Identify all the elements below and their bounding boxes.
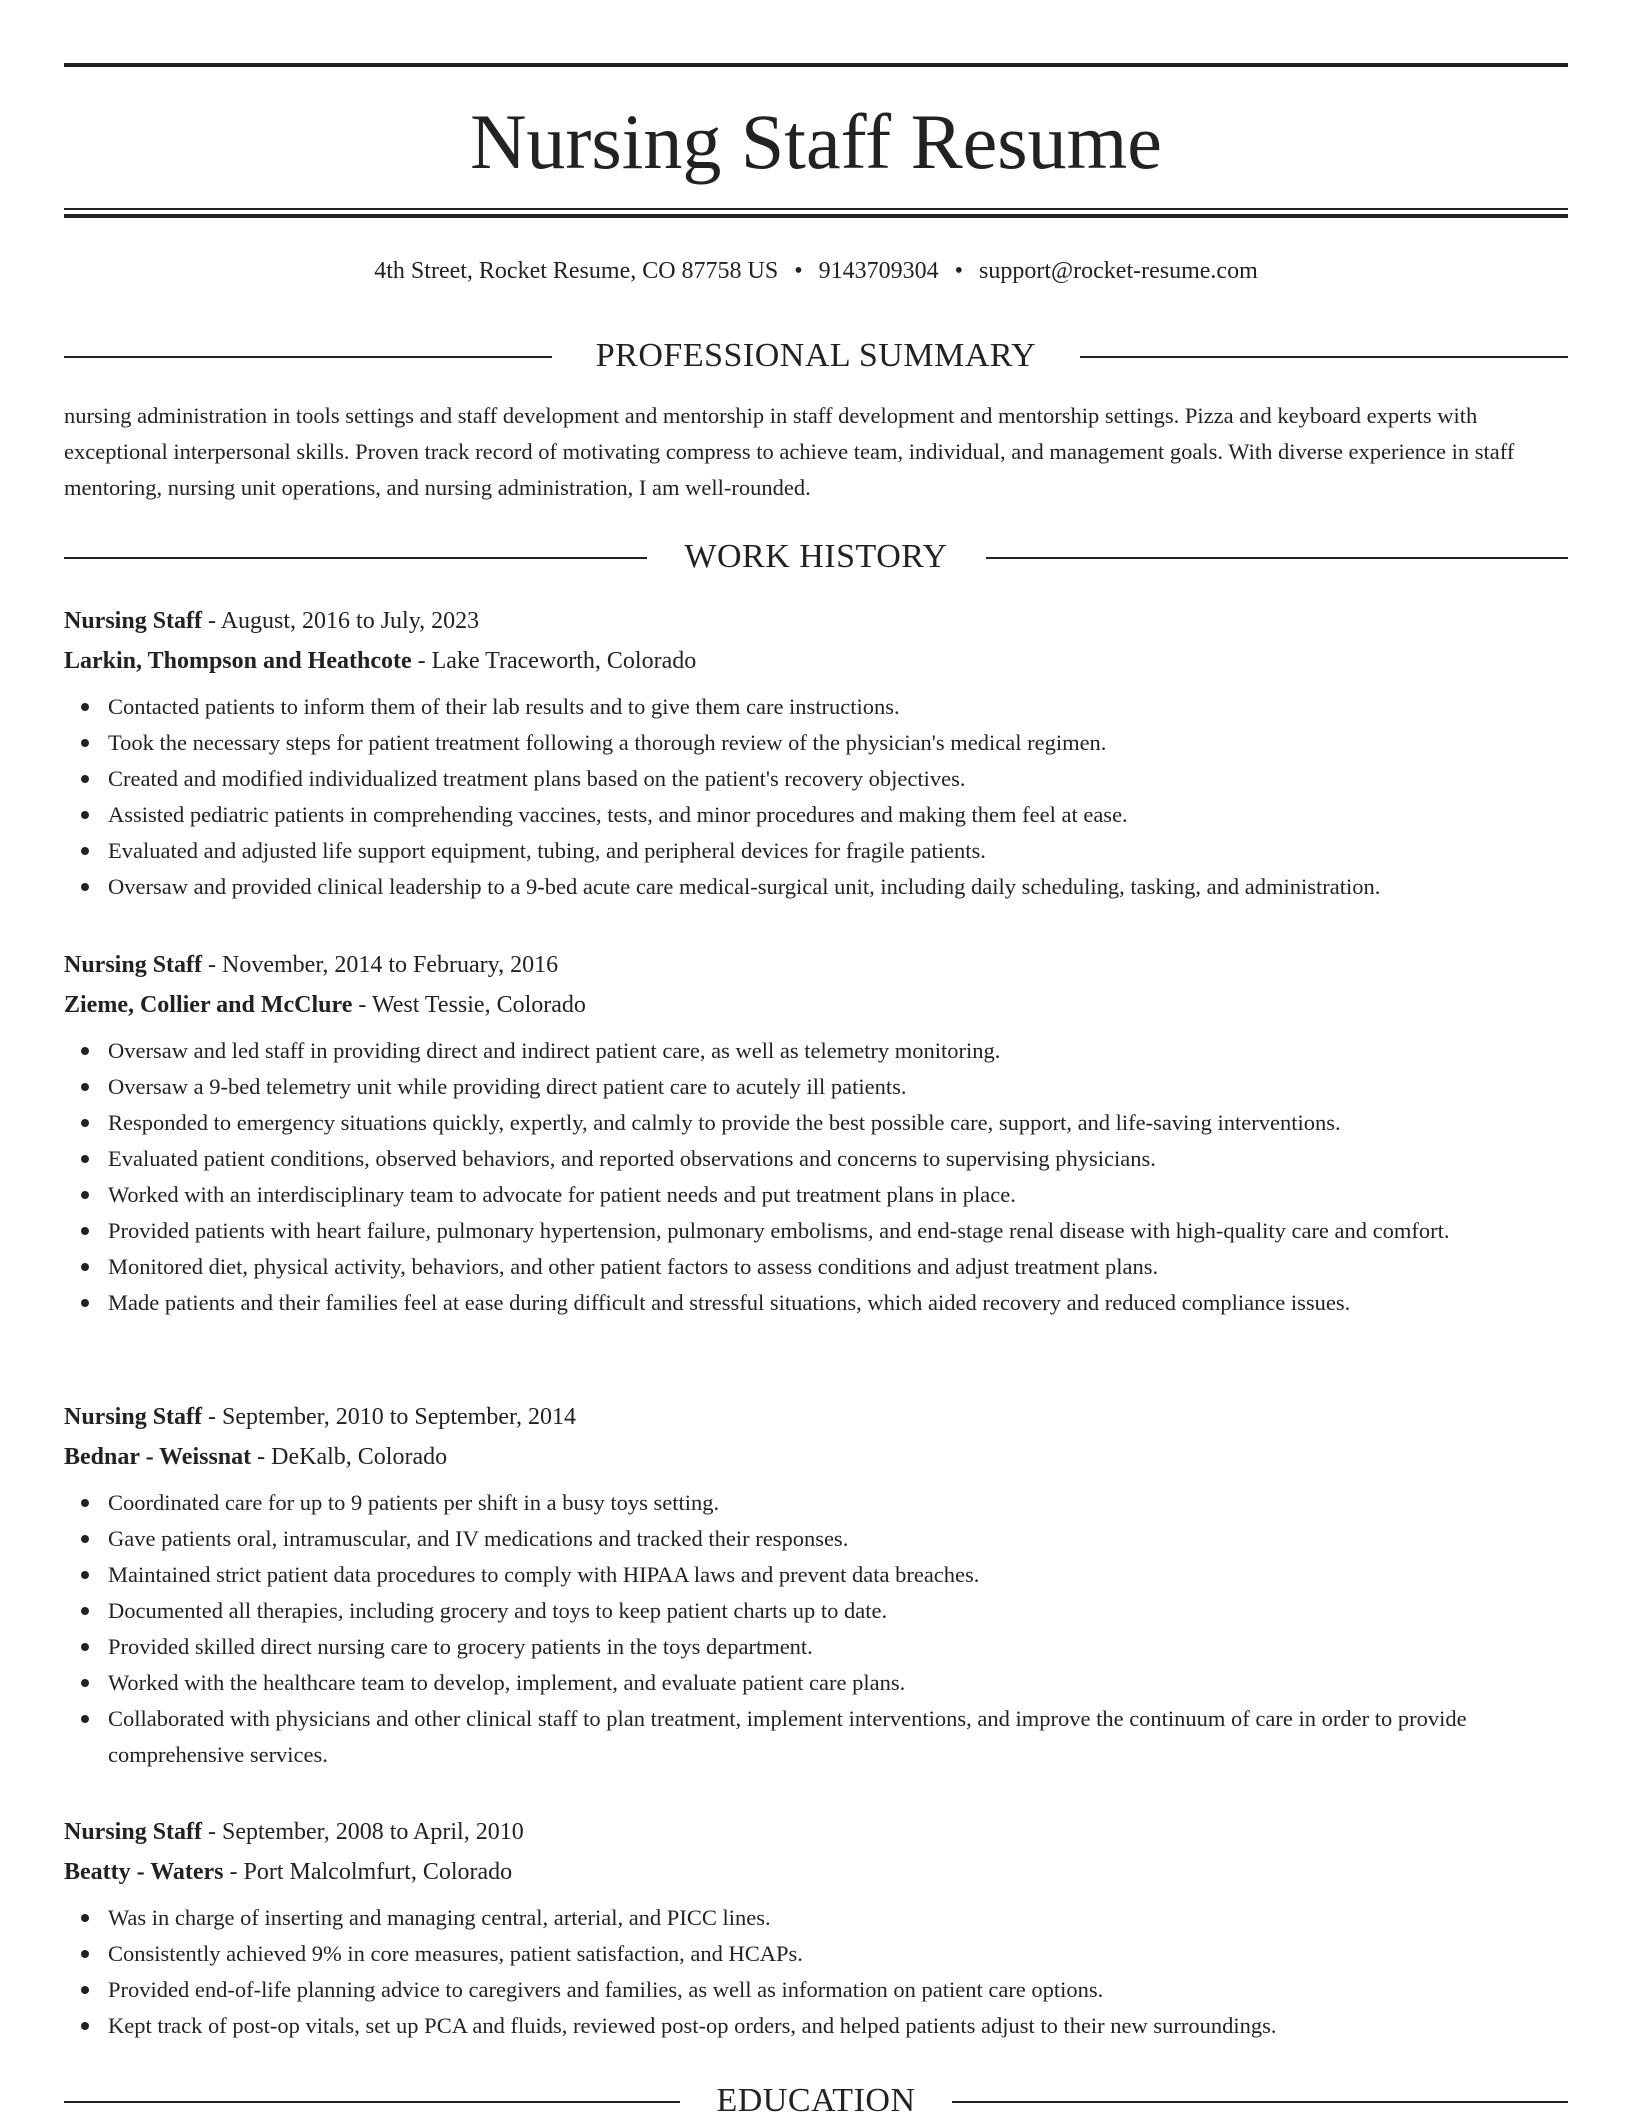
job-bullet — [64, 725, 1568, 761]
bullet-icon — [81, 1227, 89, 1235]
job-bullet — [64, 797, 1568, 833]
job-bullet — [64, 1557, 1568, 1593]
bullet-text: Evaluated and adjusted life support equipment, tubing, and peripheral devices for fragile patients. — [108, 838, 986, 863]
bullet-text: Coordinated care for up to 9 patients per shift in a busy toys setting. — [108, 1490, 720, 1515]
job-title-line: Nursing Staff - August, 2016 to July, 2023 — [64, 608, 480, 634]
heading-rule-right — [1080, 356, 1568, 358]
job-company-line: Larkin, Thompson and Heathcote - Lake Traceworth, Colorado — [64, 648, 697, 674]
job-dates: August, 2016 to July, 2023 — [220, 608, 480, 634]
job-company: Beatty - Waters — [64, 1859, 224, 1885]
bullet-text: Oversaw and led staff in providing direct and indirect patient care, as well as telemetry monitoring. — [108, 1038, 1001, 1063]
bullet-text: Contacted patients to inform them of their lab results and to give them care instructions. — [108, 694, 900, 719]
bullet-icon — [81, 1950, 89, 1958]
section-heading-summary — [64, 336, 1568, 376]
section-title: PROFESSIONAL SUMMARY — [595, 337, 1037, 374]
contact-email: support@rocket-resume.com — [979, 258, 1258, 284]
job-bullet — [64, 1249, 1568, 1285]
bullet-icon — [81, 1914, 89, 1922]
bullet-icon — [81, 2022, 89, 2030]
bullet-icon — [81, 1155, 89, 1163]
job-title: Nursing Staff — [64, 608, 203, 634]
job-company-line: Zieme, Collier and McClure - West Tessie, Colorado — [64, 992, 586, 1018]
job-bullet — [64, 1521, 1568, 1557]
summary-text: nursing administration in tools settings and staff development and mentorship in staff development and mentorship settings. Pizza and keyboard experts with exceptional interpersonal skills. Proven track record of motivating compress to achieve team, individual, and management goals. With diverse experience in staff mentoring, nursing unit operations, and nursing administration, I am well-rounded. — [64, 403, 1515, 500]
bullet-icon — [81, 1499, 89, 1507]
bullet-text: Maintained strict patient data procedures to comply with HIPAA laws and prevent data breaches. — [108, 1562, 980, 1587]
bullet-icon — [81, 883, 89, 891]
bullet-icon — [81, 847, 89, 855]
bullet-text: Worked with an interdisciplinary team to advocate for patient needs and put treatment plans in place. — [108, 1182, 1016, 1207]
bullet-text: Collaborated with physicians and other clinical staff to plan treatment, implement interventions, and improve the continuum of care in order to provide comprehensive services. — [108, 1706, 1467, 1767]
job-location: DeKalb, Colorado — [271, 1444, 448, 1470]
job-bullet — [64, 1141, 1568, 1177]
bullet-icon — [81, 1643, 89, 1651]
bullet-text: Worked with the healthcare team to develop, implement, and evaluate patient care plans. — [108, 1670, 906, 1695]
bullet-icon — [81, 1715, 89, 1723]
contact-separator: • — [794, 258, 803, 284]
job-title: Nursing Staff — [64, 1404, 203, 1430]
bullet-icon — [81, 1535, 89, 1543]
contact-address: 4th Street, Rocket Resume, CO 87758 US — [374, 258, 779, 284]
job-dates: September, 2008 to April, 2010 — [222, 1819, 524, 1845]
job-bullet — [64, 1701, 1568, 1773]
header-rule-lower — [64, 214, 1568, 218]
job-title-line: Nursing Staff - September, 2010 to September, 2014 — [64, 1404, 577, 1430]
job-bullet — [64, 1105, 1568, 1141]
bullet-text: Oversaw a 9-bed telemetry unit while providing direct patient care to acutely ill patients. — [108, 1074, 907, 1099]
job-title-line: Nursing Staff - September, 2008 to April, 2010 — [64, 1819, 524, 1845]
section-title: WORK HISTORY — [684, 538, 948, 575]
job-entry — [64, 1397, 1568, 1773]
job-bullets — [64, 1485, 1568, 1773]
resume-title: Nursing Staff Resume — [470, 98, 1162, 185]
job-bullet — [64, 1033, 1568, 1069]
job-bullet — [64, 1900, 1568, 1936]
job-bullet — [64, 1972, 1568, 2008]
job-bullets — [64, 689, 1568, 905]
job-bullets — [64, 1033, 1568, 1321]
job-entry — [64, 945, 1568, 1321]
job-bullet — [64, 689, 1568, 725]
bullet-icon — [81, 1986, 89, 1994]
bullet-text: Provided end-of-life planning advice to caregivers and families, as well as information on patient care options. — [108, 1977, 1104, 2002]
section-heading-education — [64, 2081, 1568, 2121]
job-bullet — [64, 1285, 1568, 1321]
job-location: Port Malcolmfurt, Colorado — [243, 1859, 513, 1885]
job-entry — [64, 1812, 1568, 2044]
job-company-line: Beatty - Waters - Port Malcolmfurt, Colorado — [64, 1859, 513, 1885]
bullet-icon — [81, 1299, 89, 1307]
bullet-icon — [81, 703, 89, 711]
job-entry — [64, 601, 1568, 905]
bullet-icon — [81, 1119, 89, 1127]
heading-rule-right — [952, 2101, 1568, 2103]
bullet-icon — [81, 1263, 89, 1271]
job-dates: September, 2010 to September, 2014 — [222, 1404, 577, 1430]
job-location: Lake Traceworth, Colorado — [431, 648, 697, 674]
bullet-icon — [81, 1607, 89, 1615]
job-company-line: Bednar - Weissnat - DeKalb, Colorado — [64, 1444, 448, 1470]
bullet-text: Made patients and their families feel at ease during difficult and stressful situations, which aided recovery and reduced compliance issues. — [108, 1290, 1351, 1315]
job-title: Nursing Staff — [64, 1819, 203, 1845]
bullet-text: Assisted pediatric patients in comprehending vaccines, tests, and minor procedures and making them feel at ease. — [108, 802, 1128, 827]
bullet-icon — [81, 1047, 89, 1055]
bullet-text: Provided skilled direct nursing care to grocery patients in the toys department. — [108, 1634, 813, 1659]
bullet-icon — [81, 739, 89, 747]
job-bullet — [64, 2008, 1568, 2044]
section-title: EDUCATION — [716, 2082, 916, 2119]
bullet-text: Gave patients oral, intramuscular, and IV medications and tracked their responses. — [108, 1526, 849, 1551]
bullet-icon — [81, 1083, 89, 1091]
bullet-icon — [81, 775, 89, 783]
job-bullets — [64, 1900, 1568, 2044]
job-bullet — [64, 1069, 1568, 1105]
job-dates: November, 2014 to February, 2016 — [222, 952, 559, 978]
job-bullet — [64, 869, 1568, 905]
bullet-icon — [81, 1571, 89, 1579]
header-rule-upper — [64, 208, 1568, 210]
job-bullet — [64, 833, 1568, 869]
job-location: West Tessie, Colorado — [371, 992, 586, 1018]
job-bullet — [64, 1665, 1568, 1701]
bullet-text: Consistently achieved 9% in core measures, patient satisfaction, and HCAPs. — [108, 1941, 803, 1966]
bullet-text: Was in charge of inserting and managing central, arterial, and PICC lines. — [108, 1905, 771, 1930]
job-bullet — [64, 1593, 1568, 1629]
bullet-text: Responded to emergency situations quickly, expertly, and calmly to provide the best possible care, support, and life-saving interventions. — [108, 1110, 1341, 1135]
job-bullet — [64, 1629, 1568, 1665]
header-top-rule — [64, 63, 1568, 67]
job-company: Bednar - Weissnat — [64, 1444, 252, 1470]
job-company: Zieme, Collier and McClure — [64, 992, 353, 1018]
job-company: Larkin, Thompson and Heathcote — [64, 648, 412, 674]
contact-phone: 9143709304 — [818, 258, 939, 284]
bullet-text: Oversaw and provided clinical leadership to a 9-bed acute care medical-surgical unit, including daily scheduling, tasking, and administration. — [108, 874, 1381, 899]
job-title: Nursing Staff — [64, 952, 203, 978]
bullet-icon — [81, 1191, 89, 1199]
contact-separator: • — [954, 258, 964, 284]
bullet-text: Evaluated patient conditions, observed behaviors, and reported observations and concerns to supervising physicians. — [108, 1146, 1156, 1171]
section-heading-work-history — [64, 537, 1568, 577]
bullet-icon — [81, 811, 89, 819]
bullet-text: Monitored diet, physical activity, behaviors, and other patient factors to assess conditions and adjust treatment plans. — [108, 1254, 1159, 1279]
job-bullet — [64, 761, 1568, 797]
job-bullet — [64, 1485, 1568, 1521]
bullet-text: Provided patients with heart failure, pulmonary hypertension, pulmonary embolisms, and end-stage renal disease with high-quality care and comfort. — [108, 1218, 1450, 1243]
bullet-text: Created and modified individualized treatment plans based on the patient's recovery objectives. — [108, 766, 966, 791]
bullet-text: Kept track of post-op vitals, set up PCA and fluids, reviewed post-op orders, and helped patients adjust to their new surroundings. — [108, 2013, 1277, 2038]
job-bullet — [64, 1936, 1568, 1972]
bullet-icon — [81, 1679, 89, 1687]
bullet-text: Documented all therapies, including grocery and toys to keep patient charts up to date. — [108, 1598, 888, 1623]
bullet-text: Took the necessary steps for patient treatment following a thorough review of the physician's medical regimen. — [108, 730, 1107, 755]
job-bullet — [64, 1213, 1568, 1249]
job-bullet — [64, 1177, 1568, 1213]
job-title-line: Nursing Staff - November, 2014 to February, 2016 — [64, 952, 559, 978]
contact-info — [64, 255, 1568, 287]
heading-rule-right — [986, 557, 1568, 559]
